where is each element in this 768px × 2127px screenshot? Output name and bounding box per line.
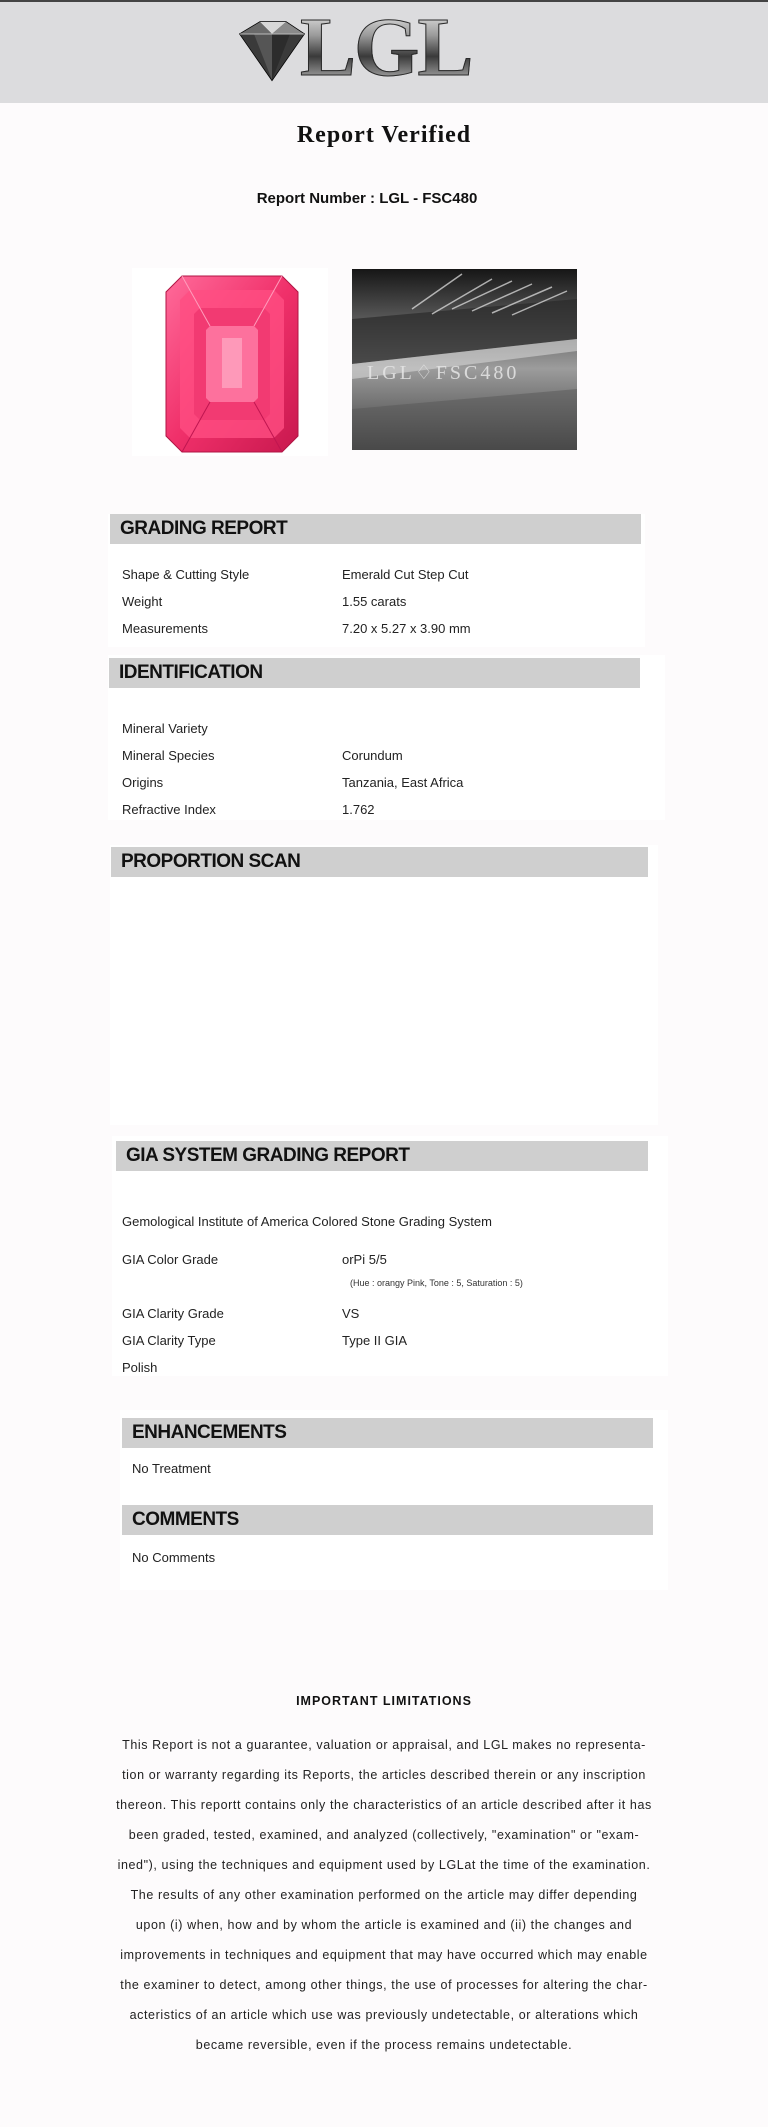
comments-text: No Comments	[132, 1550, 216, 1565]
page-header	[0, 0, 768, 103]
gem-image	[132, 268, 328, 456]
row-value: Type II GIA	[342, 1333, 408, 1348]
row-value: orPi 5/5	[342, 1252, 387, 1267]
girdle-inscription-photo	[352, 269, 577, 450]
limitations-line: became reversible, even if the process remains undetectable.	[195, 2038, 573, 2052]
row-value: 1.55 carats	[342, 594, 407, 609]
row-label: GIA Clarity Type	[122, 1333, 216, 1348]
row-label: Origins	[122, 775, 164, 790]
proportion-scan-heading: PROPORTION SCAN	[111, 847, 648, 877]
identification-heading: IDENTIFICATION	[109, 658, 640, 688]
enhancements-text: No Treatment	[132, 1461, 211, 1476]
limitations-line: This Report is not a guarantee, valuation or appraisal, and LGL makes no representa-	[122, 1738, 646, 1752]
inscription-text: LGL♢FSC480	[367, 362, 520, 384]
lgl-logo	[230, 1, 490, 94]
gia-intro-text: Gemological Institute of America Colored Stone Grading System	[122, 1214, 492, 1229]
enhancements-heading: ENHANCEMENTS	[122, 1418, 653, 1448]
row-label: GIA Clarity Grade	[122, 1306, 224, 1321]
row-value: 7.20 x 5.27 x 3.90 mm	[342, 621, 471, 636]
row-label: Refractive Index	[122, 802, 216, 817]
comments-heading: COMMENTS	[122, 1505, 653, 1535]
gia-system-heading: GIA SYSTEM GRADING REPORT	[116, 1141, 648, 1171]
row-label: Polish	[122, 1360, 158, 1375]
grading-report-heading: GRADING REPORT	[110, 514, 641, 544]
limitations-line: upon (i) when, how and by whom the article is examined and (ii) the changes and	[135, 1918, 633, 1932]
row-value: Emerald Cut Step Cut	[342, 567, 469, 582]
row-label: Mineral Variety	[122, 721, 208, 736]
emerald-cut-gem-icon	[132, 268, 328, 456]
row-value: VS	[342, 1306, 360, 1321]
row-value: Tanzania, East Africa	[342, 775, 464, 790]
limitations-line: The results of any other examination performed on the article may differ depending	[130, 1888, 638, 1902]
gia-color-note: (Hue : orangy Pink, Tone : 5, Saturation : 5)	[350, 1278, 523, 1288]
row-label: GIA Color Grade	[122, 1252, 219, 1267]
page-title: Report Verified	[296, 122, 472, 148]
limitations-line: been graded, tested, examined, and analyzed (collectively, "examination" or "exam-	[128, 1828, 640, 1842]
row-label: Measurements	[122, 621, 208, 636]
limitations-line: improvements in techniques and equipment that may have occurred which may enable	[120, 1948, 648, 1962]
identification-panel	[108, 655, 665, 820]
row-label: Weight	[122, 594, 163, 609]
row-label: Mineral Species	[122, 748, 215, 763]
row-label: Shape & Cutting Style	[122, 567, 250, 582]
report-number: Report Number : LGL - FSC480	[256, 190, 478, 207]
row-value: 1.762	[342, 802, 375, 817]
row-value: Corundum	[342, 748, 403, 763]
limitations-line: ined"), using the techniques and equipment used by LGLat the time of the examination.	[117, 1858, 651, 1872]
limitations-heading: IMPORTANT LIMITATIONS	[296, 1694, 472, 1708]
logo-text: LGL	[300, 1, 472, 94]
limitations-line: the examiner to detect, among other things, the use of processes for altering the char-	[120, 1978, 648, 1992]
proportion-scan-panel	[110, 845, 658, 1125]
limitations-line: tion or warranty regarding its Reports, the articles described therein or any inscription	[122, 1768, 646, 1782]
limitations-line: thereon. This reportt contains only the characteristics of an article described after it has	[116, 1798, 652, 1812]
limitations-line: acteristics of an article which use was previously undetectable, or alterations which	[129, 2008, 639, 2022]
inscription-image	[352, 269, 577, 450]
